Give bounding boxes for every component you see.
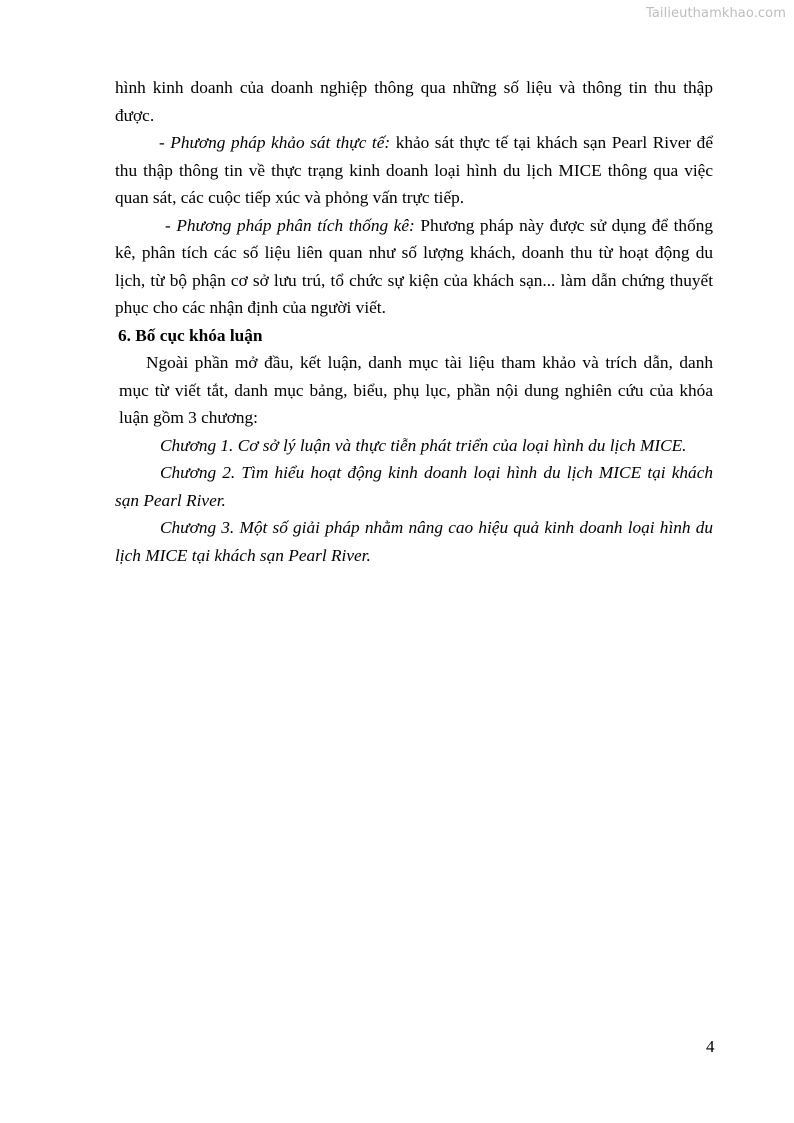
paragraph-field-survey-method (115, 129, 713, 212)
page-number: 4 (706, 1037, 715, 1056)
section-heading: 6. Bố cục khóa luận (118, 325, 263, 345)
chapter-3: Chương 3. Một số giải pháp nhằm nâng cao hiệu quả kinh doanh loại hình du lịch MICE tại khách sạn Pearl River. (115, 518, 713, 565)
chapter-2: Chương 2. Tìm hiểu hoạt động kinh doanh loại hình du lịch MICE tại khách sạn Pearl River. (115, 463, 713, 510)
page-content (115, 74, 713, 569)
field-survey-text: khảo sát thực tế tại khách sạn Pearl River để thu thập thông tin về thực trạng kinh doanh loại hình du lịch MICE thông qua việc quan sát, các cuộc tiếp xúc và phỏng vấn trực tiếp. (115, 133, 713, 207)
statistical-text: Phương pháp này được sử dụng để thống kê, phân tích các số liệu liên quan như số lượng khách, doanh thu từ hoạt động du lịch, từ bộ phận cơ sở lưu trú, tổ chức sự kiện của khách sạn... làm dẫn chứng thuyết phục cho các nhận định của người viết. (115, 215, 713, 317)
watermark: Tailieuthamkhao.com (645, 6, 786, 21)
field-survey-label: - Phương pháp khảo sát thực tế: (159, 133, 391, 152)
statistical-label: - Phương pháp phân tích thống kê: (165, 215, 415, 235)
paragraph-continuation: hình kinh doanh của doanh nghiệp thông qua những số liệu và thông tin thu thập được. (115, 78, 713, 125)
section-intro: Ngoài phần mở đầu, kết luận, danh mục tài liệu tham khảo và trích dẫn, danh mục từ viết tắt, danh mục bảng, biểu, phụ lục, phần nội dung nghiên cứu của khóa luận gồm 3 chương: (119, 353, 713, 427)
chapter-1: Chương 1. Cơ sở lý luận và thực tiễn phát triển của loại hình du lịch MICE. (160, 435, 687, 455)
paragraph-statistical-method (115, 212, 713, 322)
